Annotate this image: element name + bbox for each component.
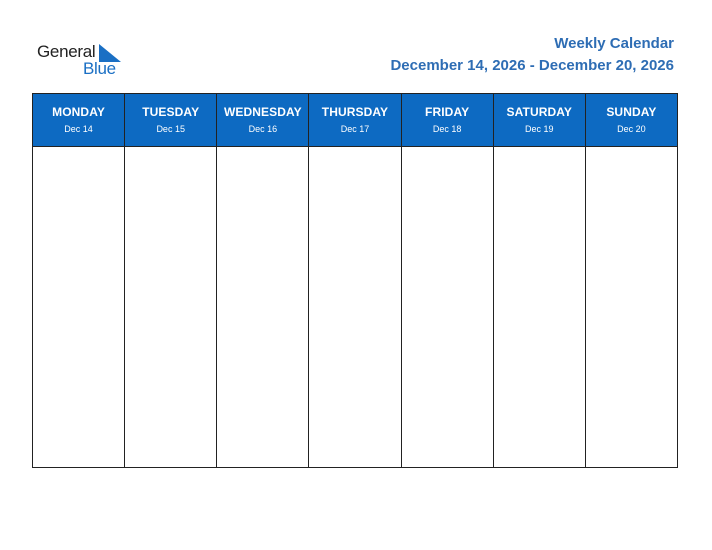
day-name: THURSDAY [321,105,389,119]
day-header [402,94,493,147]
day-header [125,94,216,147]
day-name: FRIDAY [425,105,470,119]
day-header [33,94,124,147]
day-cell[interactable] [33,147,124,467]
day-cell[interactable] [309,147,400,467]
day-cell[interactable] [402,147,493,467]
day-date: Dec 15 [156,124,185,134]
day-column-saturday [494,94,586,467]
week-grid [32,93,678,468]
page-title: Weekly Calendar [554,35,674,52]
date-range: December 14, 2026 - December 20, 2026 [390,57,674,74]
day-column-monday [33,94,125,467]
day-date: Dec 18 [432,124,462,134]
day-date: Dec 20 [617,124,646,134]
day-name: WEDNESDAY [223,105,302,119]
day-cell[interactable] [586,147,677,467]
day-column-friday [402,94,494,467]
day-name: MONDAY [52,105,105,119]
day-column-thursday [309,94,401,467]
day-column-wednesday [217,94,309,467]
day-column-sunday [586,94,677,467]
day-header [494,94,585,147]
title-block [390,34,674,77]
day-date: Dec 19 [525,124,554,134]
day-date: Dec 17 [340,124,370,134]
day-cell[interactable] [125,147,216,467]
day-cell[interactable] [494,147,585,467]
day-date: Dec 16 [248,124,278,134]
day-name: SATURDAY [506,105,573,119]
logo-text-general: General [37,42,96,61]
day-header [586,94,677,147]
logo-text-blue: Blue [83,59,116,78]
day-name: SUNDAY [606,105,657,119]
day-column-tuesday [125,94,217,467]
day-cell[interactable] [217,147,308,467]
day-header [309,94,400,147]
brand-logo [37,42,127,78]
day-header [217,94,308,147]
day-name: TUESDAY [142,105,200,119]
day-date: Dec 14 [64,124,93,134]
